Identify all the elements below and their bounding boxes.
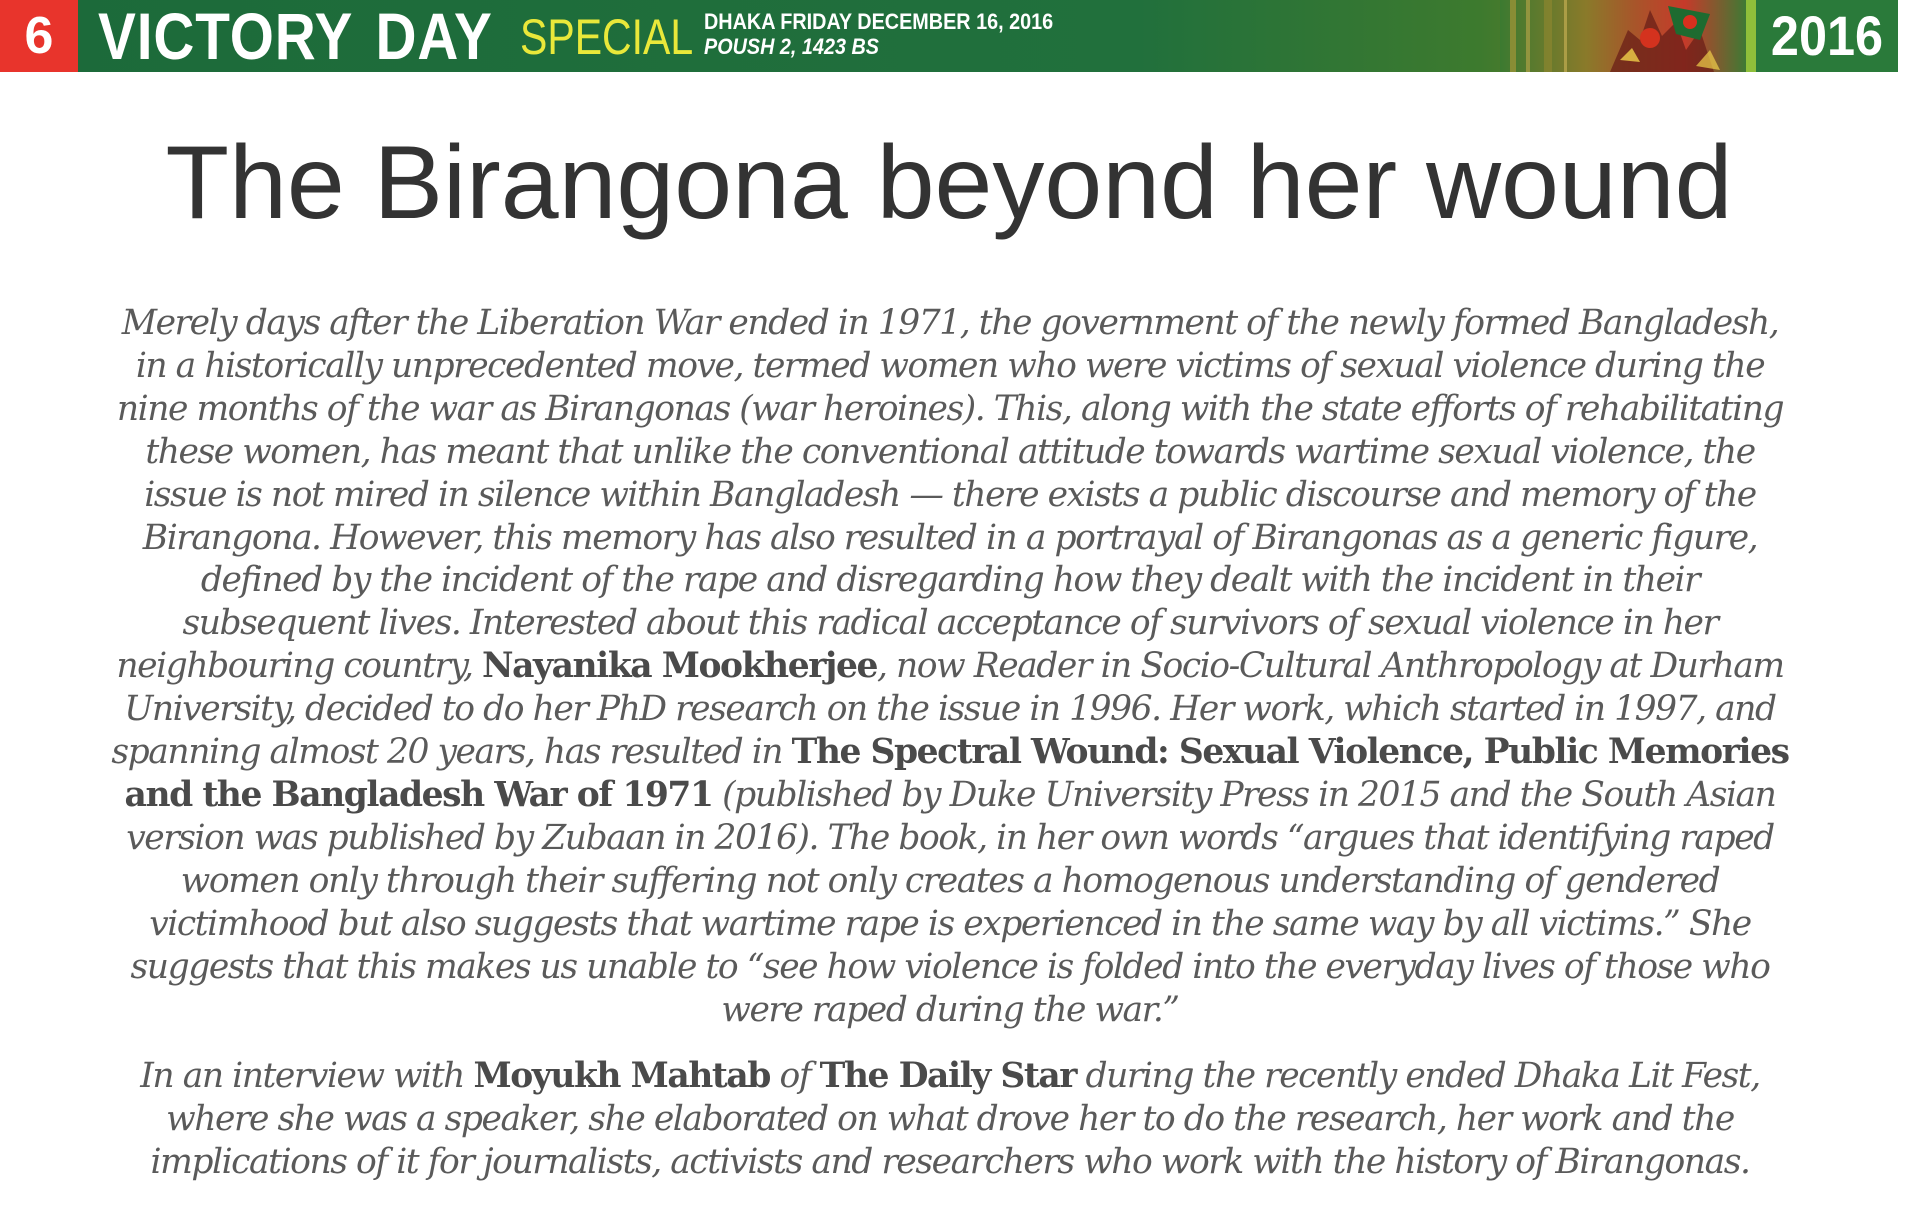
text-line	[40, 302, 1860, 345]
text-run: University, decided to do her PhD research on the issue in 1996. Her work, which started in 1997, and	[124, 689, 1776, 730]
article-headline: The Birangona beyond her wound	[165, 125, 1733, 241]
text-line	[40, 817, 1860, 860]
interview-paragraph	[40, 1055, 1860, 1184]
text-line	[40, 388, 1860, 431]
bengali-date-line: POUSH 2, 1423 BS	[704, 34, 879, 59]
text-run: these women, has meant that unlike the conventional attitude towards wartime sexual violence, the	[145, 431, 1755, 472]
issue-date	[704, 9, 1053, 59]
text-line	[40, 1055, 1860, 1098]
text-run: of	[769, 1056, 820, 1097]
text-line	[40, 517, 1860, 560]
text-run: were raped during the war.”	[721, 989, 1179, 1030]
intro-paragraph	[40, 302, 1860, 1031]
text-run: spanning almost 20 years, has resulted in	[111, 732, 792, 773]
text-line	[40, 989, 1860, 1032]
text-run: nine months of the war as Birangonas (war heroines). This, along with the state efforts of rehabilitating	[116, 388, 1784, 429]
year-badge	[1746, 0, 1898, 72]
text-line	[40, 731, 1860, 774]
text-line	[40, 559, 1860, 602]
article-intro	[40, 302, 1860, 1184]
text-run: version was published by Zubaan in 2016). The book, in her own words “argues that identifying raped	[126, 817, 1774, 858]
text-run: in a historically unprecedented move, termed women who were victims of sexual violence during the	[135, 345, 1765, 386]
text-run: suggests that this makes us unable to “see how violence is folded into the everyday lives of those who	[130, 946, 1770, 987]
text-run: In an interview with	[140, 1056, 474, 1097]
victory-day-artwork-icon	[1500, 0, 1746, 72]
text-run: where she was a speaker, she elaborated on what drove her to do the research, her work and the	[166, 1099, 1734, 1140]
bold-name: The Spectral Wound: Sexual Violence, Public Memories	[791, 732, 1789, 773]
text-line	[40, 474, 1860, 517]
text-run: subsequent lives. Interested about this radical acceptance of survivors of sexual violence in her	[182, 603, 1718, 644]
text-line	[40, 645, 1860, 688]
special-label: SPECIAL	[520, 9, 694, 65]
text-run: neighbouring country,	[116, 646, 483, 687]
text-line	[40, 860, 1860, 903]
text-run: implications of it for journalists, activists and researchers who work with the history of Birangonas.	[150, 1142, 1750, 1183]
bold-name: Moyukh Mahtab	[473, 1056, 770, 1097]
bold-name: The Daily Star	[819, 1056, 1077, 1097]
text-run: (published by Duke University Press in 2015 and the South Asian	[712, 774, 1776, 815]
text-line	[40, 688, 1860, 731]
text-line	[40, 903, 1860, 946]
section-title-word-day: DAY	[375, 0, 493, 72]
issue-date-line: DHAKA FRIDAY DECEMBER 16, 2016	[704, 9, 1054, 34]
text-line	[40, 774, 1860, 817]
text-run: women only through their suffering not only creates a homogenous understanding of gendered	[180, 860, 1720, 901]
text-line	[40, 1098, 1860, 1141]
text-line	[40, 345, 1860, 388]
text-run: Merely days after the Liberation War ended in 1971, the government of the newly formed Bangladesh,	[121, 303, 1779, 343]
bold-name: Nayanika Mookherjee	[482, 646, 877, 687]
masthead-banner	[0, 0, 1898, 72]
text-line	[40, 1141, 1860, 1184]
text-line	[40, 602, 1860, 645]
text-line	[40, 946, 1860, 989]
year-label: 2016	[1770, 4, 1884, 67]
text-run: issue is not mired in silence within Bangladesh — there exists a public discourse and memory of the	[144, 474, 1756, 515]
text-run: during the recently ended Dhaka Lit Fest,	[1076, 1056, 1760, 1097]
text-run: Birangona. However, this memory has also resulted in a portrayal of Birangonas as a generic figure,	[142, 517, 1758, 558]
text-run: , now Reader in Socio-Cultural Anthropology at Durham	[876, 646, 1784, 687]
page-number: 6	[0, 0, 78, 72]
section-title	[98, 0, 493, 72]
text-run: defined by the incident of the rape and disregarding how they dealt with the incident in their	[200, 560, 1700, 601]
section-title-word-victory: VICTORY	[98, 0, 354, 72]
text-line	[40, 431, 1860, 474]
bold-name: and the Bangladesh War of 1971	[124, 774, 713, 815]
text-run: victimhood but also suggests that wartime rape is experienced in the same way by all victims.” She	[149, 903, 1751, 944]
